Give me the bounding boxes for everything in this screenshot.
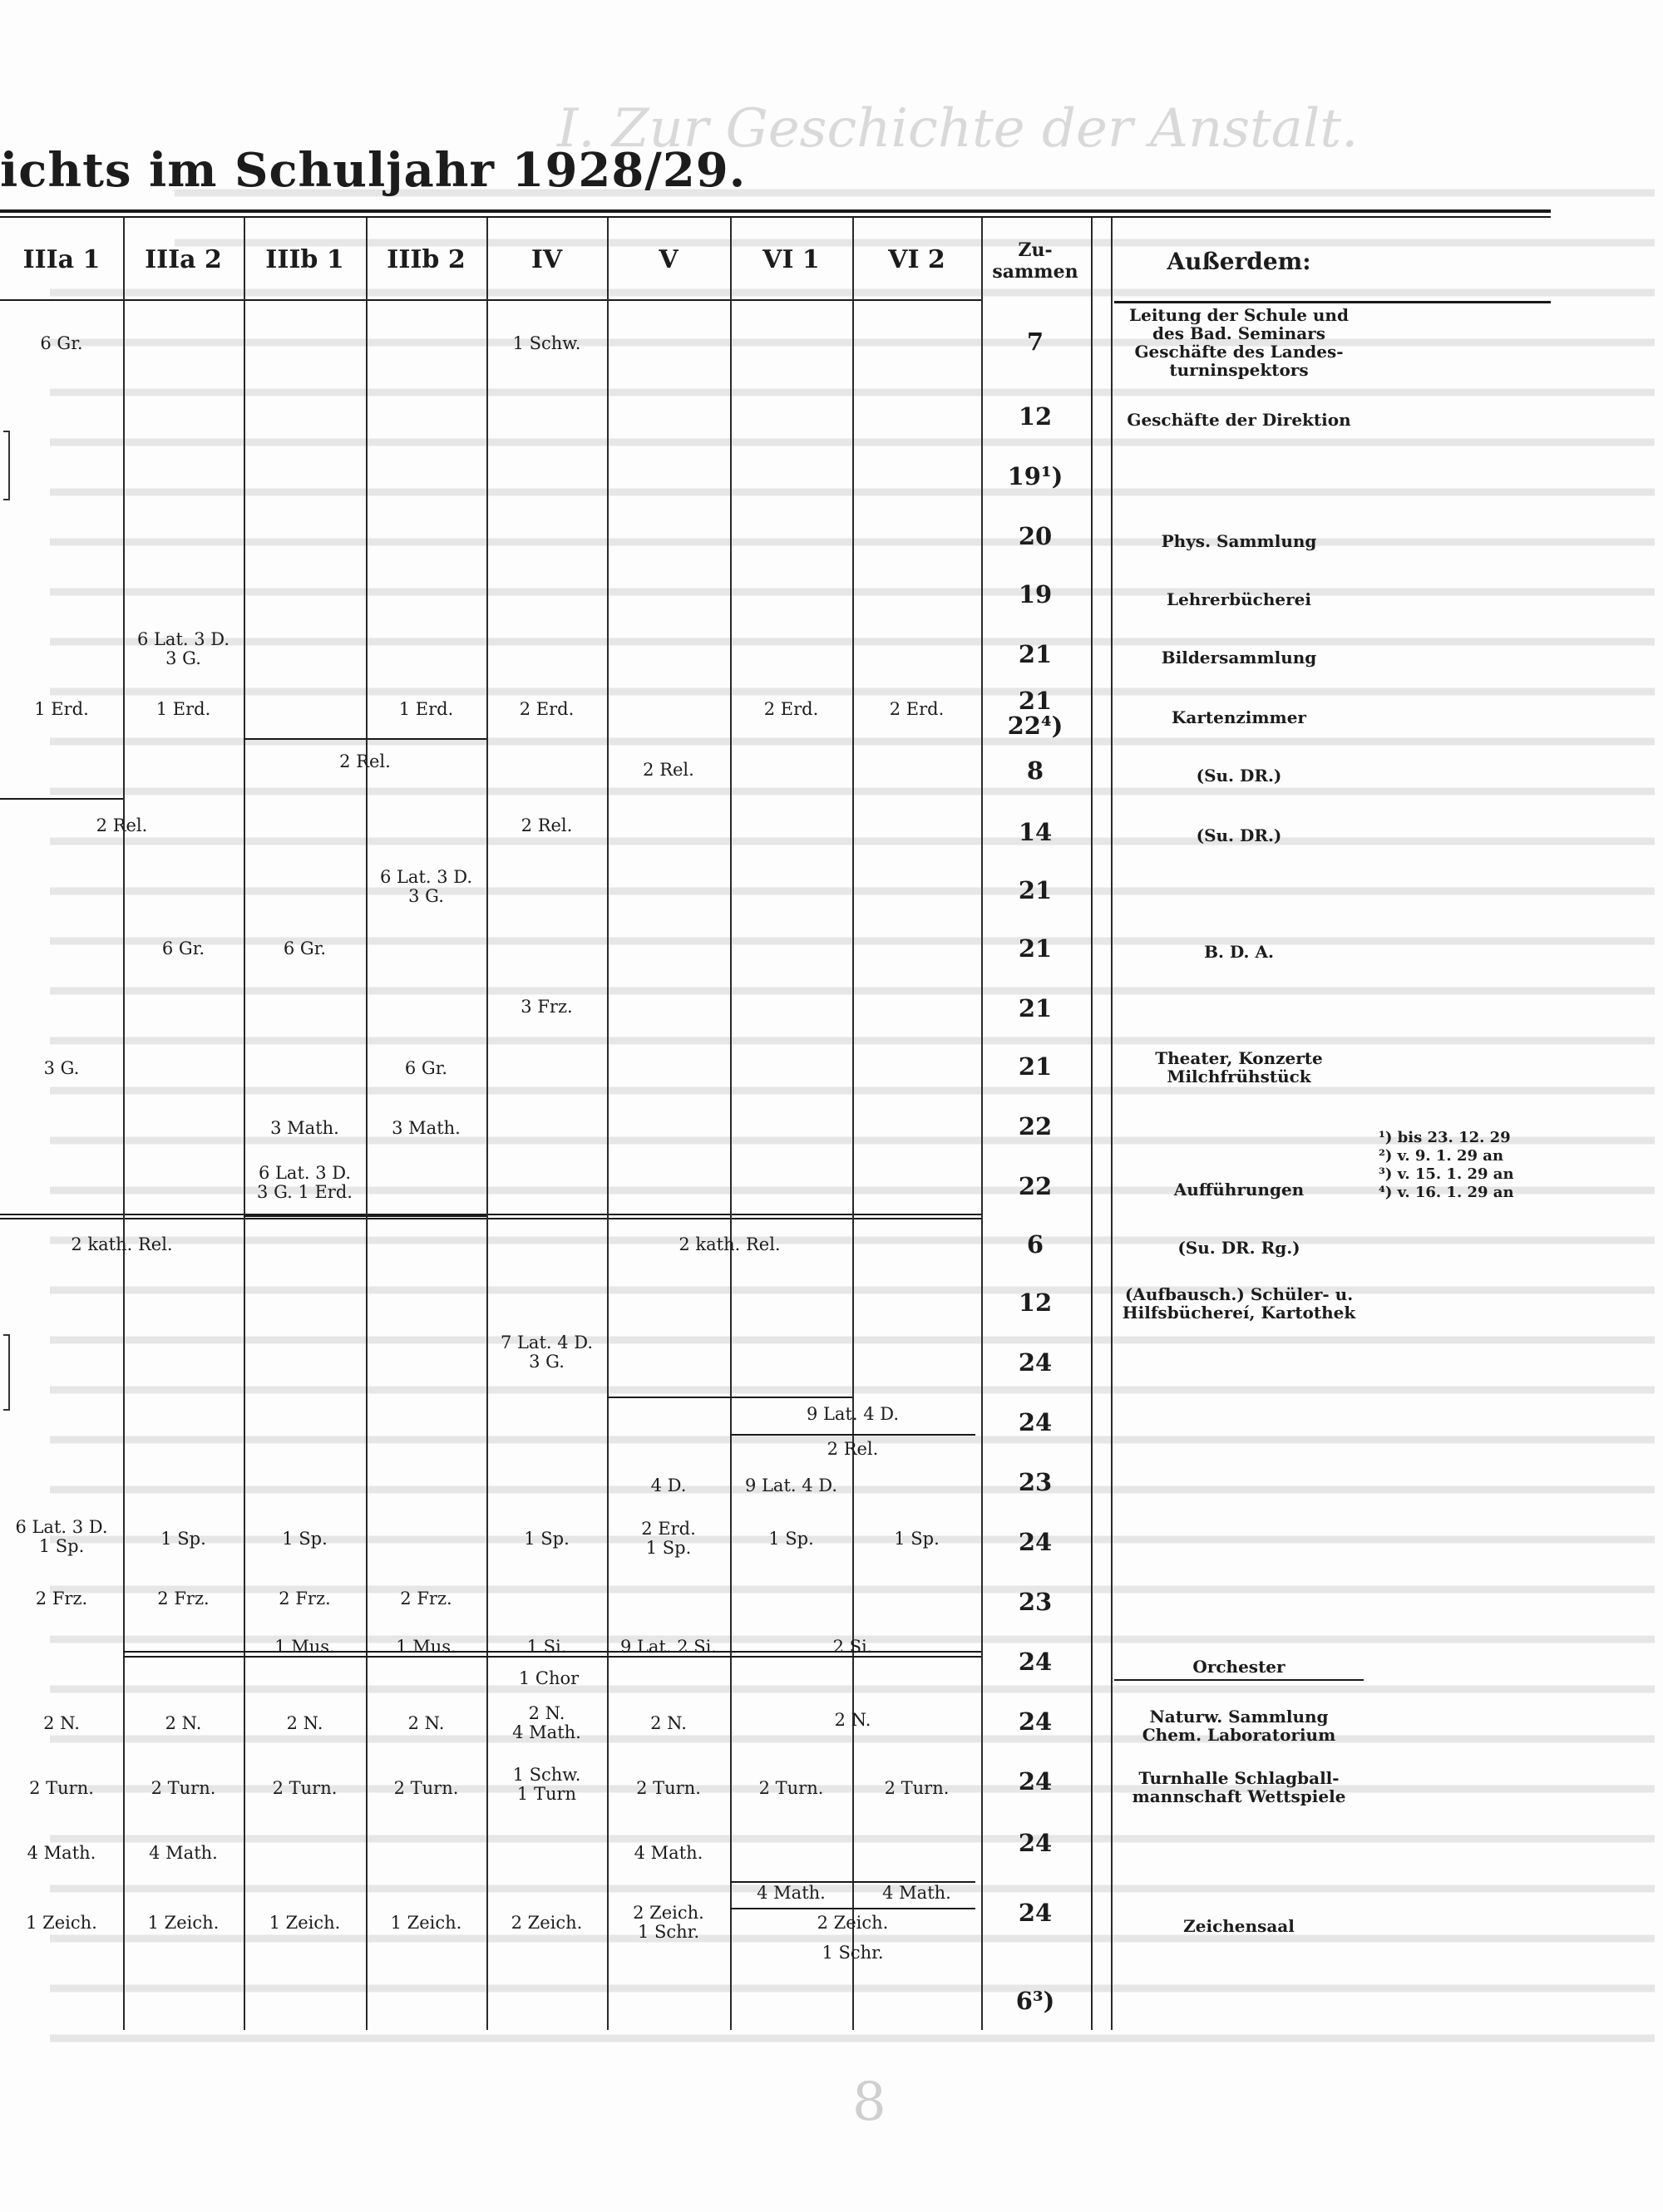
grid-cell: 2 Turn. [29,1778,94,1798]
grid-cell: 1 Chor [518,1668,580,1688]
footnote: ³) v. 15. 1. 29 an [1379,1165,1514,1183]
grid-cell-line: 2 Zeich. [633,1903,704,1923]
grid-cell: 6 Gr. [161,938,205,958]
grid-cell: 2 Erd. [519,699,575,719]
grid-cell: 2 kath. Rel. [71,1234,173,1254]
col-divider [123,218,125,2030]
page-title: ichts im Schuljahr 1928/29. [0,143,747,198]
ausserdem-entry: Lehrerbücherei [1167,589,1311,609]
grid-cell: 4 Math. [149,1843,218,1863]
ausserdem-line: Chem. Laboratorium [1142,1725,1336,1745]
grid-cell: 2 N. [407,1713,445,1733]
ausserdem-entry [1114,306,1364,379]
grid-cell: 6 Gr. [40,333,83,353]
ausserdem-entry [1114,1285,1364,1322]
grid-cell: 1 Zeich. [269,1913,341,1933]
grid-cell: 2 Turn. [636,1778,701,1798]
grid-cell-line: 1 Sp. [645,1538,692,1558]
col-divider [486,218,488,2030]
grid-cell-line: 1 Sp. [38,1536,85,1556]
header-vi2: VI 2 [888,245,945,274]
ausserdem-entry: Bildersammlung [1161,648,1317,668]
total-value: 21 [1018,1052,1053,1081]
grid-cell-line: 3 G. [408,886,444,906]
grid-cell: 2 Zeich. [817,1913,889,1933]
grid-cell: 1 Sp. [282,1529,328,1549]
grid-cell: 2 N. [650,1713,687,1733]
grid-cell-line: 2 Erd. [641,1519,696,1539]
grid-cell: 9 Lat. 4 D. [806,1404,900,1424]
page-number: 8 [852,2072,886,2133]
grid-cell-line: 6 Lat. 3 D. [379,867,473,887]
grid-cell-line: 1 Turn [516,1784,577,1804]
grid-cell [486,1766,607,1804]
total-value: 24 [1018,1528,1053,1556]
total-value: 24 [1018,1707,1053,1736]
grid-cell: 1 Zeich. [390,1913,462,1933]
ausserdem-entry [1114,1049,1364,1086]
grid-cell: 2 Rel. [339,751,391,771]
grid-cell: 9 Lat. 2 Si. [619,1637,718,1657]
group-rule-2 [0,1214,981,1215]
grid-cell [607,1904,730,1942]
header-rule [0,299,981,301]
header-rule-aus [1114,301,1551,303]
total-value: 22 [1018,1112,1053,1140]
total-value: 6³) [1015,1987,1055,2015]
ausserdem-entry: Geschäfte der Direktion [1127,410,1351,430]
grid-cell: 1 Erd. [155,699,211,719]
grid-cell: 2 kath. Rel. [679,1234,781,1254]
cell-rule [244,1215,486,1217]
grid-cell: 2 Erd. [889,699,945,719]
ausserdem-entry: Phys. Sammlung [1161,531,1317,551]
grid-cell: 3 Math. [392,1118,461,1138]
grid-cell: 1 Erd. [398,699,454,719]
col-divider [1091,218,1093,2030]
grid-cell: 1 Sp. [894,1529,940,1549]
total-value: 12 [1018,1288,1053,1317]
grid-cell: 2 Turn. [758,1778,824,1798]
header-iiia1: IIIa 1 [22,245,101,274]
header-zusammen [981,239,1089,283]
ausserdem-line: mannschaft Wettspiele [1132,1786,1346,1806]
ausserdem-line: Milchfrühstück [1167,1067,1311,1086]
total-value: 23 [1018,1588,1053,1616]
grid-cell: 3 Math. [270,1118,339,1138]
ausserdem-entry [1114,1707,1364,1744]
grid-cell: 4 Math. [882,1883,951,1903]
total-value: 24 [1018,1348,1053,1377]
header-v: V [659,245,679,274]
grid-cell: 1 Sp. [160,1529,206,1549]
header-zusammen-line2: sammen [992,261,1078,283]
grid-cell: 2 N. [43,1713,80,1733]
grid-cell-line: 3 G. [165,648,201,668]
grid-cell: 4 D. [650,1475,687,1495]
grid-cell: 1 Si. [526,1637,567,1657]
grid-cell-line: 2 N. [528,1703,565,1723]
margin-bracket [3,431,10,500]
ausserdem-entry: B. D. A. [1204,942,1274,962]
ausserdem-entry: Orchester [1192,1657,1285,1677]
ausserdem-entry: Kartenzimmer [1172,707,1306,727]
ausserdem-entry: (Su. DR.) [1196,825,1282,845]
grid-cell: 2 Rel. [521,815,573,835]
grid-cell: 9 Lat. 4 D. [744,1475,838,1495]
grid-cell-line: 6 Lat. 3 D. [15,1517,108,1537]
grid-cell: 3 Frz. [521,997,573,1017]
grid-cell: 4 Math. [634,1843,703,1863]
ausserdem-line: Turnhalle Schlagball- [1138,1768,1340,1788]
total-value: 21 [1018,994,1053,1022]
grid-cell: 4 Math. [757,1883,826,1903]
footnote: ²) v. 9. 1. 29 an [1379,1147,1504,1165]
group-rule-2b [0,1218,981,1219]
cell-rule [1114,1679,1364,1681]
top-rule [0,209,1551,213]
total-value: 24 [1018,1648,1053,1676]
ausserdem-line: Hilfsbüchereí, Kartothek [1122,1303,1356,1323]
header-iiib1: IIIb 1 [265,245,344,274]
total-value: 22 [1018,1172,1053,1200]
col-divider [1111,218,1113,2030]
col-divider [730,218,732,2030]
total-value: 21 [1018,640,1053,668]
ausserdem-line: des Bad. Seminars [1152,323,1325,343]
total-value: 19 [1018,580,1053,608]
grid-cell [366,868,486,906]
total-value: 22⁴) [1007,712,1063,740]
grid-cell: 2 N. [165,1713,202,1733]
cell-rule [730,1434,975,1436]
grid-cell: 1 Zeich. [26,1913,97,1933]
grid-cell: 2 Erd. [763,699,819,719]
grid-cell [486,1333,607,1372]
total-value: 21 [1018,876,1053,904]
col-divider [852,218,854,2030]
grid-cell: 4 Math. [27,1843,96,1863]
grid-cell: 1 Sp. [768,1529,814,1549]
grid-cell-line: 6 Lat. 3 D. [136,629,230,649]
total-value: 14 [1018,818,1053,846]
grid-cell-line: 1 Schw. [512,1765,581,1785]
grid-cell: 2 Turn. [884,1778,950,1798]
ausserdem-entry: (Su. DR. Rg.) [1177,1238,1300,1258]
ausserdem-line: Geschäfte des Landes- [1134,342,1344,362]
ausserdem-line: turninspektors [1169,360,1309,380]
cell-rule [244,738,486,740]
grid-cell: 2 Rel. [827,1439,879,1459]
grid-cell-line: 3 G. [529,1352,565,1372]
grid-cell: 2 Zeich. [511,1913,583,1933]
group-rule-1 [0,798,123,800]
total-value: 8 [1026,756,1044,785]
header-ausserdem: Außerdem: [1167,248,1311,275]
header-iiib2: IIIb 2 [387,245,466,274]
total-value: 24 [1018,1899,1053,1927]
grid-cell: 2 Turn. [272,1778,338,1798]
bleed-through-heading: I. Zur Geschichte der Anstalt. [557,98,1359,160]
grid-cell [123,630,244,668]
total-value: 12 [1018,402,1053,431]
margin-bracket [3,1334,10,1411]
grid-cell-line: 1 Schr. [637,1922,700,1942]
col-divider [607,218,609,2030]
grid-cell: 2 Frz. [400,1589,452,1609]
ausserdem-line: Theater, Konzerte [1155,1048,1323,1068]
total-value: 20 [1018,522,1053,550]
grid-cell [486,1704,607,1742]
grid-cell: 1 Sp. [524,1529,570,1549]
grid-cell: 2 Rel. [643,760,694,780]
grid-cell-line: 3 G. 1 Erd. [257,1182,353,1202]
grid-cell: 1 Mus. [396,1637,456,1657]
grid-cell: 3 G. [43,1058,80,1078]
grid-cell [0,1518,123,1556]
ausserdem-line: Naturw. Sammlung [1149,1707,1329,1727]
total-value: 23 [1018,1468,1053,1496]
top-rule-thin [0,216,1551,218]
total-value: 6 [1026,1230,1044,1259]
grid-cell: 6 Gr. [283,938,327,958]
footnote: ¹) bis 23. 12. 29 [1379,1129,1511,1146]
grid-cell: 1 Mus. [274,1637,335,1657]
grid-cell-line: 4 Math. [512,1722,581,1742]
total-value: 21 [1018,687,1053,715]
grid-cell: 6 Gr. [404,1058,448,1078]
ausserdem-entry: (Su. DR.) [1196,766,1282,786]
cell-rule [730,1908,975,1909]
header-zusammen-line1: Zu- [1018,239,1053,261]
grid-cell: 1 Schr. [822,1943,884,1963]
total-value: 24 [1018,1767,1053,1796]
grid-cell [244,1164,366,1202]
header-vi1: VI 1 [762,245,820,274]
grid-cell: 2 N. [834,1710,871,1730]
total-value: 21 [1018,934,1053,963]
grid-cell: 1 Erd. [34,699,89,719]
grid-cell: 2 Frz. [279,1589,331,1609]
total-value: 24 [1018,1408,1053,1436]
grid-cell-line: 6 Lat. 3 D. [258,1163,352,1183]
grid-cell-line: 7 Lat. 4 D. [500,1333,594,1352]
grid-cell: 2 Rel. [96,815,148,835]
ausserdem-entry: Aufführungen [1173,1180,1305,1200]
grid-cell: 2 N. [286,1713,323,1733]
footnote: ⁴) v. 16. 1. 29 an [1379,1184,1514,1201]
grid-cell: 2 Turn. [151,1778,216,1798]
ausserdem-line: Leitung der Schule und [1129,305,1349,325]
ausserdem-line: (Aufbausch.) Schüler- u. [1124,1284,1354,1304]
grid-cell: 1 Schw. [512,333,581,353]
total-value: 19¹) [1007,462,1063,490]
total-value: 24 [1018,1829,1053,1857]
cell-rule [607,1397,852,1398]
ausserdem-entry [1114,1769,1364,1806]
header-iv: IV [530,245,563,274]
total-value: 7 [1026,328,1044,356]
grid-cell: 1 Zeich. [147,1913,220,1933]
grid-cell: 2 Si. [832,1637,873,1657]
grid-cell [607,1520,730,1558]
header-iiia2: IIIa 2 [145,245,222,274]
grid-cell: 2 Turn. [393,1778,459,1798]
ausserdem-entry: Zeichensaal [1183,1916,1295,1936]
grid-cell: 2 Frz. [157,1589,210,1609]
grid-cell: 2 Frz. [35,1589,88,1609]
